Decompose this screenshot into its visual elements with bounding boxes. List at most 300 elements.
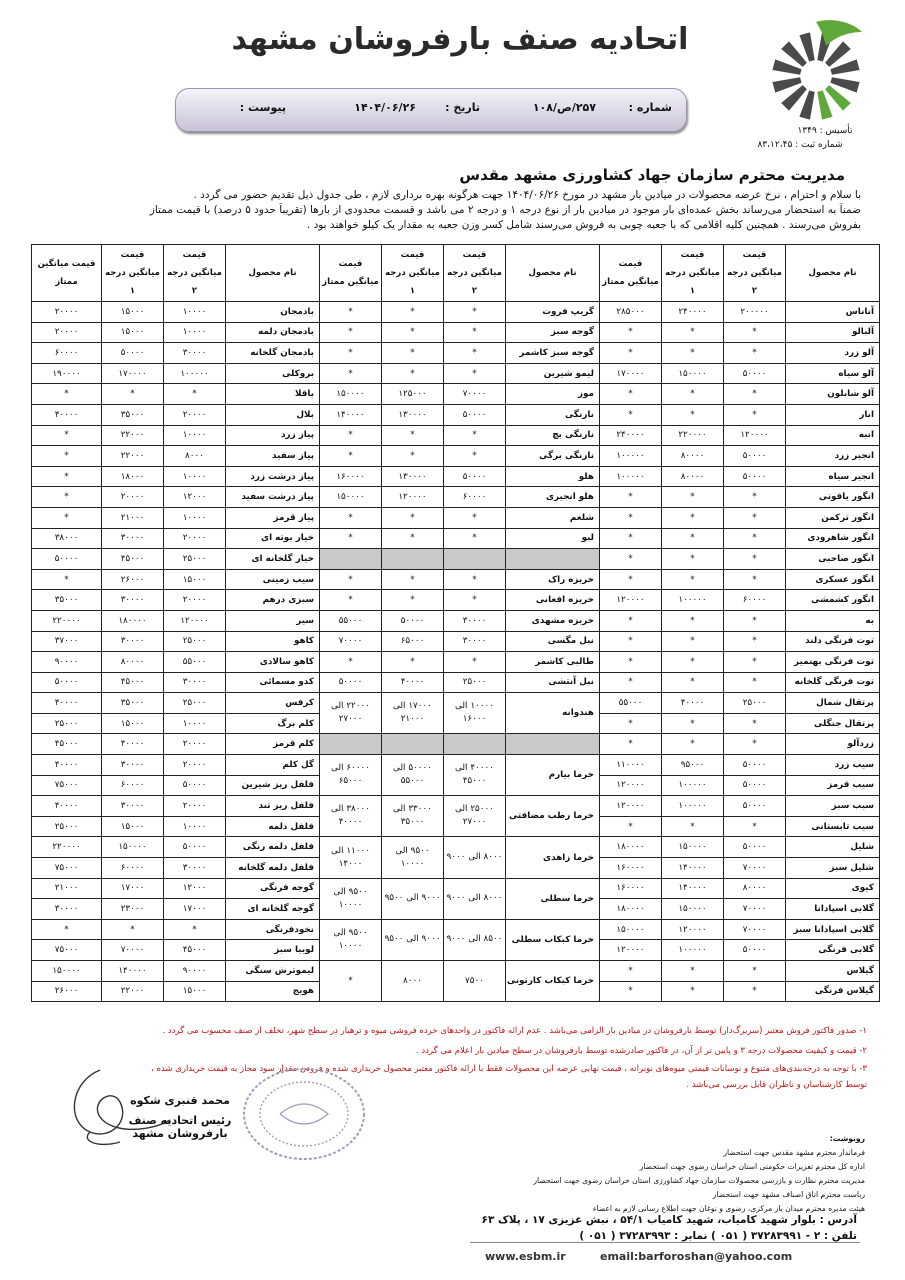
product-name-cell: پیاز زرد (226, 425, 320, 446)
price-cell: * (600, 652, 662, 673)
price-cell: ۳۰۰۰۰ (164, 343, 226, 364)
product-name-cell: گیلاس (786, 961, 880, 982)
product-name-cell: نبل آنتشی (506, 672, 600, 693)
price-cell: * (600, 981, 662, 1002)
price-cell: ۶۰۰۰۰ (724, 590, 786, 611)
price-cell: * (382, 652, 444, 673)
table-row (32, 363, 880, 384)
price-cell: * (320, 446, 382, 467)
price-cell: * (600, 631, 662, 652)
header-product-name: نام محصول (786, 245, 880, 302)
logo-segment (781, 85, 807, 111)
product-name-cell: به (786, 610, 880, 631)
price-cell: * (444, 343, 506, 364)
product-name-cell: گوجه سبز (506, 322, 600, 343)
price-cell: ۸۰۰۰ (164, 446, 226, 467)
product-name-cell: نبل مگسی (506, 631, 600, 652)
price-cell (382, 549, 444, 570)
header-price: قیمت میانگین درجه ۲ (444, 245, 506, 302)
price-cell: * (320, 507, 382, 528)
price-cell: ۳۰۰۰۰ (164, 858, 226, 879)
price-cell: ۳۵۰۰۰ (102, 693, 164, 714)
price-cell: ۸۰۰۰۰ (102, 652, 164, 673)
product-name-cell: آلو زرد (786, 343, 880, 364)
price-cell: * (724, 528, 786, 549)
table-row (32, 528, 880, 549)
product-name-cell: سیب زمینی (226, 569, 320, 590)
price-cell: * (724, 981, 786, 1002)
price-cell: ۲۰۰۰۰ (102, 487, 164, 508)
price-cell: * (102, 384, 164, 405)
price-cell: ۸۰۰۰۰ (724, 878, 786, 899)
letter-line-1: با سلام و احترام ، نرخ عرضه محصولات در میادین بار مشهد در مورخ ۱۴۰۴/۰۶/۲۶ جهت هرگونه بهره برداری لازم ، طی جدول ذیل تقدیم حضور می گردد . (193, 189, 861, 201)
price-cell: ۵۰۰۰۰ (724, 363, 786, 384)
product-name-cell: سیب سبز (786, 796, 880, 817)
price-cell: * (724, 549, 786, 570)
price-cell: ۱۹۰۰۰۰ (32, 363, 102, 384)
price-cell: ۶۰۰۰۰ (32, 343, 102, 364)
table-row (32, 322, 880, 343)
price-cell: ۲۰۰۰۰ (164, 590, 226, 611)
price-cell: * (320, 652, 382, 673)
date-label: تاریخ : (445, 101, 480, 114)
price-cell: ۳۰۰۰۰ (102, 631, 164, 652)
table-row (32, 652, 880, 673)
price-cell: ۱۸۰۰۰۰ (600, 837, 662, 858)
price-cell: ۱۵۰۰۰۰ (662, 837, 724, 858)
product-name-cell: کاهو سالادی (226, 652, 320, 673)
price-cell: ۲۲۰۰۰ (102, 425, 164, 446)
price-cell: ۵۰۰۰۰ (724, 775, 786, 796)
price-cell: * (382, 343, 444, 364)
product-name-cell: موز (506, 384, 600, 405)
price-cell: ۵۰۰۰۰ (444, 466, 506, 487)
price-cell: ۶۰۰۰۰ الی ۶۵۰۰۰ (320, 755, 382, 796)
price-cell: ۴۰۰۰۰ (662, 693, 724, 714)
price-cell: * (600, 384, 662, 405)
price-cell: * (382, 528, 444, 549)
price-cell: ۱۴۰۰۰۰ (662, 878, 724, 899)
product-name-cell: انبه (786, 425, 880, 446)
product-name-cell: خرما سطلی (506, 878, 600, 919)
price-cell: ۲۵۰۰۰ (164, 549, 226, 570)
price-cell: ۱۰۰۰۰ (164, 425, 226, 446)
price-cell: ۲۰۰۰۰ (164, 528, 226, 549)
price-cell: ۸۰۰۰ الی ۹۰۰۰ (444, 837, 506, 878)
table-row (32, 919, 880, 940)
price-table (31, 244, 880, 1002)
price-cell: * (662, 981, 724, 1002)
price-cell: * (382, 363, 444, 384)
price-cell: ۵۰۰۰۰ (724, 796, 786, 817)
product-name-cell: گوجه سبز کاشمر (506, 343, 600, 364)
price-cell: * (662, 713, 724, 734)
product-name-cell: توت فرنگی دلند (786, 631, 880, 652)
union-title: اتحادیه صنف بارفروشان مشهد (231, 22, 689, 57)
price-cell: ۵۵۰۰۰ (164, 652, 226, 673)
price-cell: * (382, 590, 444, 611)
product-name-cell: فلفل ریز تند (226, 796, 320, 817)
table-row (32, 404, 880, 425)
table-row (32, 796, 880, 817)
price-cell: ۶۰۰۰۰ (102, 775, 164, 796)
date-value: ۱۴۰۴/۰۶/۲۶ (354, 101, 416, 114)
header-product-name: نام محصول (226, 245, 320, 302)
cc-item: هیئت مدیره محترم میدان بار مرکزی، رضوی و نوغان جهت اطلاع رسانی لازم به اعضاء (592, 1204, 865, 1213)
price-cell: * (724, 404, 786, 425)
product-name-cell: باقلا (226, 384, 320, 405)
price-cell: ۲۰۰۰۰ (32, 322, 102, 343)
price-cell: ۲۱۰۰۰ (102, 507, 164, 528)
price-cell: * (600, 322, 662, 343)
product-name-cell: لیموترش سنگی (226, 961, 320, 982)
price-cell: * (444, 507, 506, 528)
price-cell: ۴۰۰۰۰ (32, 796, 102, 817)
price-cell: * (32, 384, 102, 405)
price-cell: ۵۰۰۰۰ (164, 837, 226, 858)
product-name-cell: خیار گلخانه ای (226, 549, 320, 570)
table-row (32, 549, 880, 570)
price-cell: * (662, 404, 724, 425)
table-row (32, 569, 880, 590)
price-cell: ۷۰۰۰۰ (724, 899, 786, 920)
price-cell: ۵۰۰۰۰ (724, 466, 786, 487)
price-cell: ۲۶۰۰۰ (32, 981, 102, 1002)
price-cell: * (724, 713, 786, 734)
price-cell: * (724, 961, 786, 982)
product-name-cell: بادمجان گلخانه (226, 343, 320, 364)
product-name-cell: گلابی فرنگی (786, 940, 880, 961)
price-cell: ۱۲۰۰۰۰ (600, 590, 662, 611)
product-name-cell: بادمجان دلمه (226, 322, 320, 343)
price-cell: ۲۰۰۰۰ (164, 734, 226, 755)
price-cell: * (724, 816, 786, 837)
price-cell: ۱۶۰۰۰۰ (320, 466, 382, 487)
price-cell: * (320, 425, 382, 446)
product-name-cell: طالبی کاشمر (506, 652, 600, 673)
price-cell: ۱۴۰۰۰۰ (662, 858, 724, 879)
price-cell: ۷۰۰۰۰ (724, 919, 786, 940)
price-cell: ۱۵۰۰۰۰ (102, 837, 164, 858)
price-cell: * (600, 672, 662, 693)
price-cell: ۱۰۰۰۰۰ (600, 466, 662, 487)
price-cell: ۵۰۰۰۰ (382, 610, 444, 631)
price-cell: ۳۵۰۰۰ (32, 590, 102, 611)
price-cell: * (382, 302, 444, 323)
product-name-cell: انجیر سیاه (786, 466, 880, 487)
header-price: قیمت میانگین درجه ۱ (662, 245, 724, 302)
price-cell: ۱۷۰۰۰۰ (600, 363, 662, 384)
product-name-cell: پرتقال جنگلی (786, 713, 880, 734)
header-price: قیمت میانگین ممتاز (600, 245, 662, 302)
price-cell: ۳۰۰۰۰ (102, 590, 164, 611)
price-cell: * (600, 713, 662, 734)
price-cell: ۳۰۰۰۰ (102, 796, 164, 817)
price-cell: ۲۶۰۰۰ (102, 569, 164, 590)
price-cell: ۱۶۰۰۰۰ (600, 878, 662, 899)
price-cell: ۱۰۰۰۰ (164, 816, 226, 837)
price-cell: ۱۲۰۰۰ (164, 487, 226, 508)
product-name-cell: بروکلی (226, 363, 320, 384)
price-cell (320, 734, 382, 755)
price-cell: * (32, 919, 102, 940)
product-name-cell: توت فرنگی بهنمیر (786, 652, 880, 673)
footer-website: www.esbm.ir (485, 1250, 566, 1263)
product-name-cell: هلو (506, 466, 600, 487)
price-cell: * (662, 343, 724, 364)
price-cell: ۱۵۰۰۰ (164, 569, 226, 590)
price-cell: ۲۳۰۰۰ (102, 899, 164, 920)
price-cell: ۵۰۰۰۰ (164, 775, 226, 796)
product-name-cell: گوجه فرنگی (226, 878, 320, 899)
price-cell: ۴۵۰۰۰ (32, 734, 102, 755)
product-name-cell: نارنگی (506, 404, 600, 425)
price-cell: * (382, 507, 444, 528)
price-cell: * (600, 507, 662, 528)
price-cell: * (320, 302, 382, 323)
price-cell: ۵۰۰۰۰ (320, 672, 382, 693)
addressee: مدیریت محترم سازمان جهاد کشاورزی مشهد مقدس (459, 166, 845, 184)
price-cell: ۵۰۰۰۰ (102, 343, 164, 364)
price-cell: ۲۰۰۰۰ (164, 755, 226, 776)
product-name-cell: لوبیا سبز (226, 940, 320, 961)
price-cell: ۷۵۰۰ (444, 961, 506, 1002)
price-cell (444, 549, 506, 570)
price-cell: ۷۵۰۰۰ (32, 858, 102, 879)
product-name-cell: گلابی اسپادانا سبز (786, 919, 880, 940)
price-cell: * (662, 384, 724, 405)
price-cell: ۱۰۰۰۰ (164, 466, 226, 487)
price-cell: ۲۲۰۰۰ الی ۲۷۰۰۰ (320, 693, 382, 734)
price-cell: ۳۰۰۰۰ (102, 528, 164, 549)
price-cell: ۲۵۰۰۰ الی ۲۷۰۰۰ (444, 796, 506, 837)
price-cell: * (444, 590, 506, 611)
footer-email: email:barforoshan@yahoo.com (600, 1250, 793, 1263)
table-body (32, 302, 880, 1002)
price-cell: * (382, 322, 444, 343)
price-cell: ۷۰۰۰۰ (724, 858, 786, 879)
price-cell: ۱۸۰۰۰۰ (102, 610, 164, 631)
price-cell: * (600, 610, 662, 631)
price-cell: ۱۲۰۰۰۰ (600, 775, 662, 796)
price-cell: * (662, 487, 724, 508)
table-row (32, 466, 880, 487)
price-cell: ۱۷۰۰۰ الی ۲۱۰۰۰ (382, 693, 444, 734)
price-cell: ۱۵۰۰۰۰ (662, 363, 724, 384)
price-cell: ۳۳۰۰۰ الی ۳۵۰۰۰ (382, 796, 444, 837)
product-name-cell: انگور یاقوتی (786, 487, 880, 508)
price-cell: ۶۰۰۰۰ (102, 858, 164, 879)
price-cell: ۱۴۰۰۰۰ (102, 961, 164, 982)
product-name-cell: زردآلو (786, 734, 880, 755)
price-cell: ۲۵۰۰۰ (164, 631, 226, 652)
product-name-cell: کاهو (226, 631, 320, 652)
price-cell: ۳۰۰۰۰ (32, 899, 102, 920)
logo-segment (825, 85, 851, 111)
price-cell: * (444, 363, 506, 384)
price-cell: ۲۰۰۰۰ (164, 796, 226, 817)
product-name-cell: فلفل دلمه رنگی (226, 837, 320, 858)
price-cell: * (382, 569, 444, 590)
price-cell: ۶۵۰۰۰ (382, 631, 444, 652)
product-name-cell: خیار بوته ای (226, 528, 320, 549)
price-cell: ۹۰۰۰ الی ۹۵۰۰ (382, 919, 444, 960)
table-header-row (32, 245, 880, 302)
price-cell: ۲۰۰۰۰۰ (724, 302, 786, 323)
price-cell: ۱۰۰۰۰ (164, 302, 226, 323)
note-3: ۳- با توجه به درجه‌بندی‌های متنوع و نوسانات قیمتی میوه‌های نوبرانه ، قیمت نهایی عرضه این محصولات فقط با ارائه فاکتور معتبر محصول خریداری شده و فرودن مقدار سود مجاز به قیمت خریداری شده ، (151, 1064, 867, 1074)
price-cell: * (662, 569, 724, 590)
price-cell: * (724, 487, 786, 508)
price-cell: ۱۲۵۰۰۰ (382, 384, 444, 405)
footer-phone: تلفن : ۲ - ۳۷۲۸۳۹۹۱ ( ۰۵۱ ) نمابر : ۳۷۲۸۳۹۹۳ ( ۰۵۱ ) (579, 1230, 857, 1242)
product-name-cell: گیلاس فرنگی (786, 981, 880, 1002)
note-3-cont: توسط کارشناسان و ناظران قابل بررسی می‌باشد . (686, 1080, 867, 1090)
price-cell: * (444, 569, 506, 590)
table-row (32, 610, 880, 631)
price-cell: ۲۵۰۰۰ (32, 816, 102, 837)
product-name-cell: کدو مسمائی (226, 672, 320, 693)
price-cell: * (164, 919, 226, 940)
table-row (32, 302, 880, 323)
product-name-cell: آلو شابلون (786, 384, 880, 405)
price-cell: ۵۰۰۰۰ (724, 940, 786, 961)
price-cell: * (600, 549, 662, 570)
price-cell: ۹۵۰۰ الی ۱۰۰۰۰ (382, 837, 444, 878)
price-cell: ۹۵۰۰۰ (662, 755, 724, 776)
price-cell: * (102, 919, 164, 940)
table-row (32, 343, 880, 364)
price-cell: ۱۲۰۰۰ (164, 878, 226, 899)
price-cell: ۵۰۰۰۰ الی ۵۵۰۰۰ (382, 755, 444, 796)
price-cell: * (600, 343, 662, 364)
product-name-cell: گریپ فروت (506, 302, 600, 323)
price-cell: * (382, 425, 444, 446)
price-cell: ۵۵۰۰۰ (320, 610, 382, 631)
price-cell: * (724, 322, 786, 343)
price-cell: ۳۰۰۰۰ (102, 755, 164, 776)
product-name-cell: توت فرنگی گلخانه (786, 672, 880, 693)
product-name-cell: هویج (226, 981, 320, 1002)
founded-year: تأسیس : ۱۳۴۹ (797, 126, 853, 136)
price-cell: ۲۵۰۰۰ (32, 713, 102, 734)
price-cell: * (600, 569, 662, 590)
price-cell: * (32, 487, 102, 508)
price-cell: ۲۴۰۰۰۰ (662, 302, 724, 323)
table-row (32, 384, 880, 405)
product-name-cell: نخودفرنگی (226, 919, 320, 940)
price-cell: * (320, 590, 382, 611)
price-cell: * (32, 466, 102, 487)
product-name-cell: سبزی درهم (226, 590, 320, 611)
price-cell: * (724, 343, 786, 364)
price-cell: ۹۵۰۰ الی ۱۰۰۰۰ (320, 878, 382, 919)
price-cell: ۴۰۰۰۰ (102, 734, 164, 755)
price-cell: ۵۰۰۰۰ (724, 755, 786, 776)
price-cell: ۹۵۰۰ الی ۱۰۰۰۰ (320, 919, 382, 960)
product-name-cell: خرما رطب مضافتی (506, 796, 600, 837)
price-cell: * (662, 507, 724, 528)
table-row (32, 693, 880, 714)
price-cell: ۱۵۰۰۰ (102, 816, 164, 837)
price-cell: * (320, 961, 382, 1002)
price-cell: ۱۵۰۰۰ (102, 302, 164, 323)
price-cell: ۱۲۰۰۰۰ (382, 487, 444, 508)
header-price: قیمت میانگین ممتاز (320, 245, 382, 302)
price-cell: ۱۰۰۰۰۰ (662, 775, 724, 796)
price-cell: ۱۰۰۰۰۰ (662, 940, 724, 961)
price-cell: * (724, 507, 786, 528)
product-name-cell: گلابی اسپادانا (786, 899, 880, 920)
price-cell: ۱۲۰۰۰۰ (662, 919, 724, 940)
price-cell: ۸۰۰۰۰ (662, 466, 724, 487)
price-cell: ۴۰۰۰۰ (32, 404, 102, 425)
price-cell: * (662, 528, 724, 549)
price-cell: ۸۰۰۰ الی ۹۰۰۰ (444, 878, 506, 919)
cc-item: ریاست محترم اتاق اصناف مشهد جهت استحضار (712, 1190, 865, 1199)
table-row (32, 672, 880, 693)
price-cell: ۲۵۰۰۰ (444, 672, 506, 693)
price-cell: ۵۰۰۰۰ (444, 404, 506, 425)
price-cell: ۳۰۰۰۰ (444, 610, 506, 631)
price-cell: ۲۵۰۰۰ (164, 693, 226, 714)
product-name-cell: پیاز درشت زرد (226, 466, 320, 487)
price-cell: * (662, 610, 724, 631)
product-name-cell: شلغم (506, 507, 600, 528)
price-cell: ۱۰۰۰۰۰ (662, 590, 724, 611)
price-cell: ۱۲۰۰۰۰ (724, 425, 786, 446)
product-name-cell: شلیل (786, 837, 880, 858)
price-cell: ۷۵۰۰۰ (32, 775, 102, 796)
price-cell: ۲۲۰۰۰۰ (32, 837, 102, 858)
price-cell: * (444, 425, 506, 446)
table-row (32, 878, 880, 899)
table-row (32, 425, 880, 446)
product-name-cell: نارنگی بچ (506, 425, 600, 446)
price-cell: * (600, 961, 662, 982)
attachment-label: پیوست : (239, 101, 286, 114)
header-price: قیمت میانگین درجه ۱ (102, 245, 164, 302)
price-cell: ۱۴۰۰۰۰ (320, 404, 382, 425)
signer-title: رئیس اتحادیه صنف بارفروشان مشهد (128, 1114, 232, 1140)
footer-divider (470, 1242, 860, 1243)
price-cell: ۷۰۰۰۰ (320, 631, 382, 652)
price-cell: * (320, 343, 382, 364)
product-name-cell: انگور ترکمن (786, 507, 880, 528)
header-price: قیمت میانگین درجه ۱ (382, 245, 444, 302)
price-cell: ۲۲۰۰۰۰ (32, 610, 102, 631)
price-cell: ۳۸۰۰۰ الی ۴۰۰۰۰ (320, 796, 382, 837)
price-cell: * (320, 322, 382, 343)
price-cell: * (724, 569, 786, 590)
table-row (32, 446, 880, 467)
price-cell: ۸۰۰۰ (382, 961, 444, 1002)
product-name-cell: خرما بیارم (506, 755, 600, 796)
letter-line-2: ضمناً به استحضار می‌رساند بخش عمده‌ای بار موجود در میادین بار از نوع درجه ۱ و درجه ۲ می باشد و قسمت محدودی از بارها (تقریباً حدود ۵ درصد) با قیمت ممتاز (149, 204, 861, 216)
price-cell: ۲۵۰۰۰ (724, 693, 786, 714)
table-row (32, 837, 880, 858)
price-cell: * (32, 507, 102, 528)
price-cell: ۱۲۰۰۰۰ (600, 940, 662, 961)
registration-number: شماره ثبت : ۸۳،۱۲،۴۵ (757, 140, 843, 150)
price-cell: ۱۷۰۰۰ (164, 899, 226, 920)
logo-segment (781, 41, 807, 67)
price-cell: ۱۷۰۰۰۰ (102, 363, 164, 384)
price-cell: ۲۱۰۰۰ (32, 878, 102, 899)
product-name-cell: کیوی (786, 878, 880, 899)
product-name-cell: پرتقال شمال (786, 693, 880, 714)
price-cell: ۳۰۰۰۰ (164, 672, 226, 693)
